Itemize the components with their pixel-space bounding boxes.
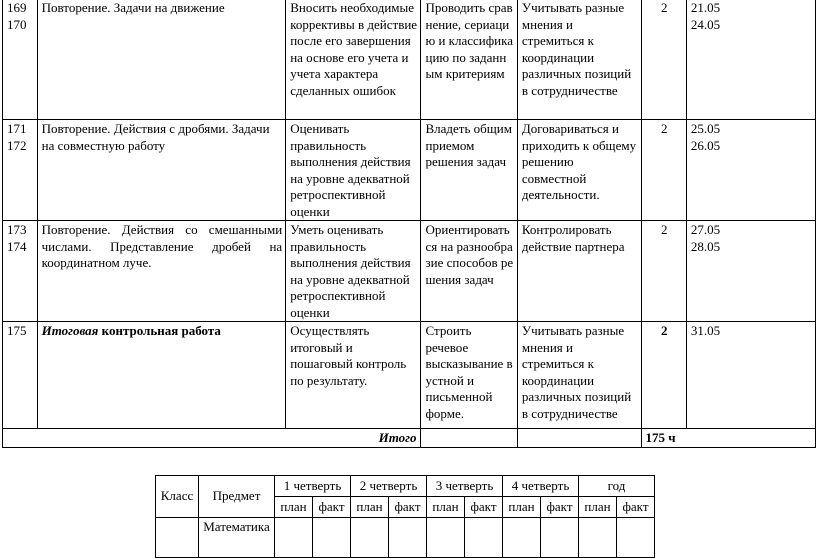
subject-cell: Математика (199, 518, 275, 558)
lesson-number-cell (3, 0, 38, 120)
hours-cell: 2 (641, 221, 686, 322)
total-label: Итого (3, 429, 421, 448)
period-header: год (579, 476, 655, 497)
communicative-cell: Контролировать действие партнера (517, 221, 641, 322)
lesson-number: 172 (7, 137, 27, 153)
hours-cell: 2 (641, 0, 686, 120)
empty-cell (517, 429, 641, 448)
plan-header: план (503, 497, 541, 518)
empty-cell (421, 429, 517, 448)
communicative-cell: Учитывать разные мнения и стремиться к координации различных позиций в сотрудничестве (517, 322, 641, 429)
date-cell (686, 221, 815, 322)
value-cell (579, 518, 617, 558)
date-cell (686, 0, 815, 120)
communicative-cell: Учитывать разные мнения и стремиться к координации различных позиций в сотрудничестве (517, 0, 641, 120)
value-cell (465, 518, 503, 558)
table-row (3, 120, 816, 221)
regulative-cell: Оценивать правильность выполнения действия на уровне адекватной ретроспективной оценки (286, 120, 421, 221)
plan-header: план (275, 497, 313, 518)
lesson-number-cell (3, 221, 38, 322)
fact-header: факт (541, 497, 579, 518)
hours-cell: 2 (641, 322, 686, 429)
topic-rest: контрольная работа (98, 323, 221, 338)
cognitive-cell: Проводить сравнение, сериацию и классификацию по заданным критериям (421, 0, 517, 120)
lesson-number: 171 (7, 121, 27, 136)
fact-header: факт (313, 497, 351, 518)
topic-cell: Повторение. Задачи на движение (37, 0, 286, 120)
period-header: 2 четверть (351, 476, 427, 497)
cognitive-cell: Ориентироваться на разнообразие способов решения задач (421, 221, 517, 322)
lesson-plan-table (2, 0, 816, 448)
table-row (3, 322, 816, 429)
topic-cell: Повторение. Действия со смешанными числами. Представление дробей на координатном луче. (37, 221, 286, 322)
regulative-cell: Вносить необходимые коррективы в действие после его завершения на основе его учета и учета характера сделанных ошибок (286, 0, 421, 120)
topic-italic: Итоговая (41, 323, 99, 338)
value-cell (313, 518, 351, 558)
plan-header: план (351, 497, 389, 518)
communicative-cell: Договариваться и приходить к общему решению совместной деятельности. (517, 120, 641, 221)
date-value: 28.05 (690, 238, 721, 254)
plan-header: план (579, 497, 617, 518)
hours-cell: 2 (641, 120, 686, 221)
value-cell (275, 518, 313, 558)
total-value (641, 429, 815, 448)
class-header: Класс (156, 476, 199, 518)
lesson-number: 175 (7, 323, 27, 338)
topic-cell: Повторение. Действия с дробями. Задачи на совместную работу (37, 120, 286, 221)
total-row (3, 429, 816, 448)
subject-header: Предмет (199, 476, 275, 518)
date-value: 25.05 (690, 121, 721, 136)
date-value: 27.05 (690, 222, 721, 237)
table-row (3, 0, 816, 120)
quarter-data-row (156, 518, 655, 558)
date-cell (686, 322, 815, 429)
fact-header: факт (465, 497, 503, 518)
date-cell (686, 120, 815, 221)
period-header: 4 четверть (503, 476, 579, 497)
value-cell (617, 518, 655, 558)
date-value: 24.05 (690, 16, 721, 32)
lesson-number: 173 (7, 222, 27, 237)
lesson-number: 174 (7, 238, 27, 254)
total-value-text: 175 ч (645, 430, 676, 445)
value-cell (427, 518, 465, 558)
value-cell (541, 518, 579, 558)
lesson-number-cell (3, 322, 38, 429)
value-cell (503, 518, 541, 558)
class-cell (156, 518, 199, 558)
period-header: 3 четверть (427, 476, 503, 497)
fact-header: факт (617, 497, 655, 518)
plan-header: план (427, 497, 465, 518)
regulative-cell: Уметь оценивать правильность выполнения действия на уровне адекватной ретроспективной оценки (286, 221, 421, 322)
period-header: 1 четверть (275, 476, 351, 497)
value-cell (351, 518, 389, 558)
table-row (3, 221, 816, 322)
value-cell (389, 518, 427, 558)
date-value: 26.05 (690, 137, 721, 153)
lesson-number-cell (3, 120, 38, 221)
date-value: 21.05 (690, 0, 721, 15)
cognitive-cell: Владеть общим приемом решения задач (421, 120, 517, 221)
lesson-number: 169 (7, 0, 27, 15)
topic-cell (37, 322, 286, 429)
quarter-header-row (156, 476, 655, 497)
cognitive-cell: Строить речевое высказывание в устной и письменной форме. (421, 322, 517, 429)
lesson-number: 170 (7, 16, 27, 32)
fact-header: факт (389, 497, 427, 518)
regulative-cell: Осуществлять итоговый и пошаговый контроль по результату. (286, 322, 421, 429)
date-value: 31.05 (690, 323, 721, 338)
